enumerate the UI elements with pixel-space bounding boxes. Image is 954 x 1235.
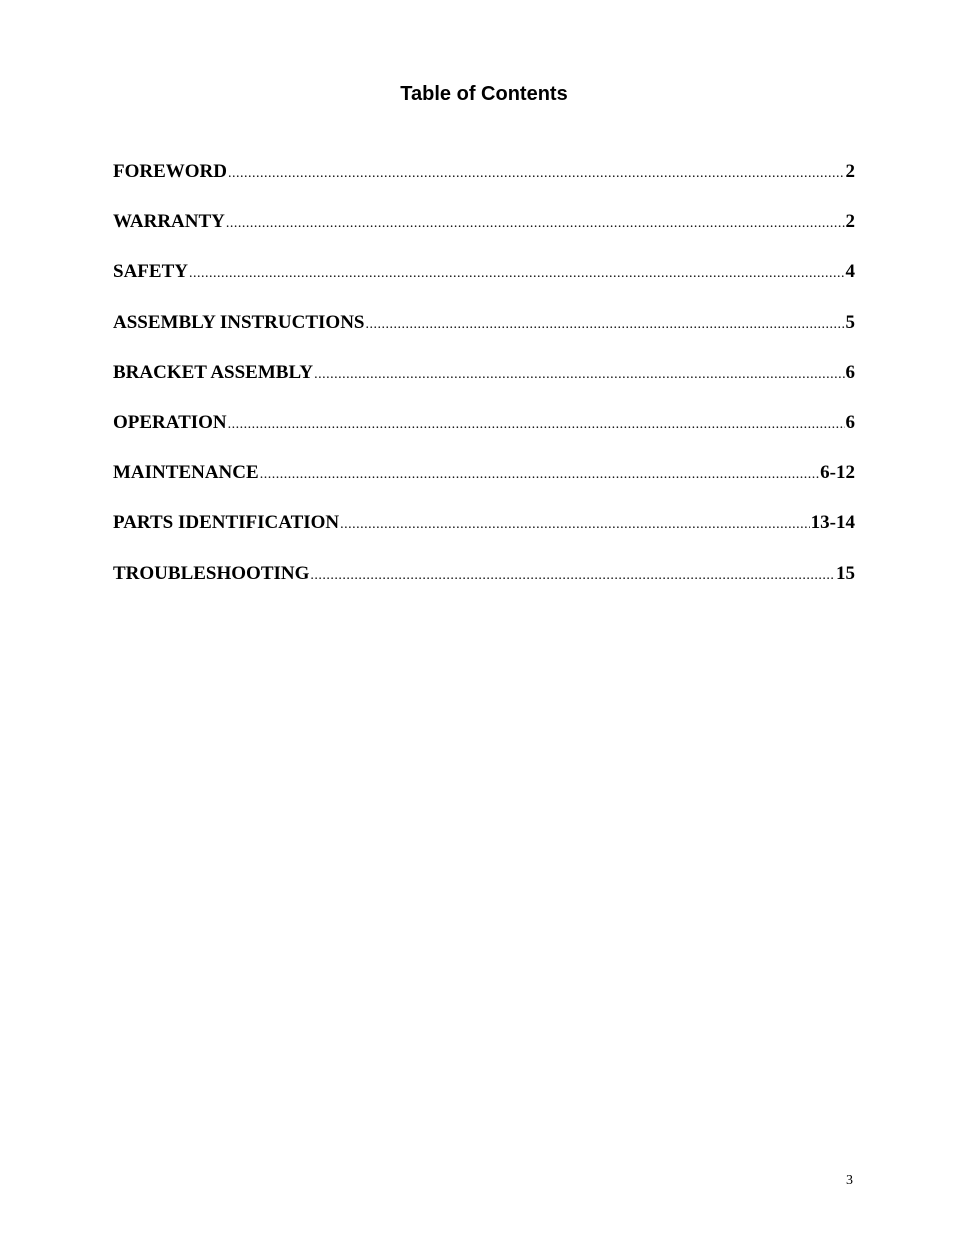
toc-entry-label: MAINTENANCE xyxy=(113,462,259,484)
toc-entry-page: 6 xyxy=(845,411,855,433)
toc-entry-label: SAFETY xyxy=(113,261,188,283)
toc-list xyxy=(113,158,855,610)
toc-entry-troubleshooting[interactable] xyxy=(113,560,855,610)
toc-entry-label: FOREWORD xyxy=(113,161,227,182)
toc-dot-leader xyxy=(310,562,835,590)
page-number: 3 xyxy=(846,1173,853,1188)
toc-entry-label: TROUBLESHOOTING xyxy=(113,562,310,584)
toc-dot-leader xyxy=(314,361,844,389)
toc-entry-page: 6 xyxy=(845,361,855,383)
toc-entry-operation[interactable] xyxy=(113,409,855,459)
toc-entry-label: WARRANTY xyxy=(113,211,225,233)
toc-entry-page: 13-14 xyxy=(810,512,855,534)
toc-entry-bracket-assembly[interactable] xyxy=(113,359,855,409)
toc-dot-leader xyxy=(365,311,844,339)
toc-entry-label: PARTS IDENTIFICATION xyxy=(113,512,340,534)
toc-entry-assembly-instructions[interactable] xyxy=(113,309,855,359)
toc-dot-leader xyxy=(340,511,810,539)
toc-dot-leader xyxy=(260,461,819,489)
toc-entry-label: OPERATION xyxy=(113,411,227,433)
toc-entry-page: 15 xyxy=(836,562,855,584)
page-title: Table of Contents xyxy=(400,83,568,105)
toc-entry-foreword[interactable] xyxy=(113,158,855,208)
toc-entry-page: 2 xyxy=(845,211,855,233)
toc-entry-label: BRACKET ASSEMBLY xyxy=(113,361,314,383)
toc-dot-leader xyxy=(228,411,845,439)
toc-entry-safety[interactable] xyxy=(113,258,855,308)
toc-entry-maintenance[interactable] xyxy=(113,459,855,509)
toc-dot-leader xyxy=(226,210,845,238)
toc-entry-label: ASSEMBLY INSTRUCTIONS xyxy=(113,311,365,333)
toc-entry-warranty[interactable] xyxy=(113,208,855,258)
toc-entry-page: 4 xyxy=(845,261,855,283)
toc-dot-leader xyxy=(189,260,845,288)
toc-entry-parts-identification[interactable] xyxy=(113,509,855,559)
toc-entry-page: 6-12 xyxy=(820,462,855,484)
toc-dot-leader xyxy=(228,160,845,188)
toc-entry-page: 2 xyxy=(845,161,855,182)
toc-entry-page: 5 xyxy=(845,311,855,333)
